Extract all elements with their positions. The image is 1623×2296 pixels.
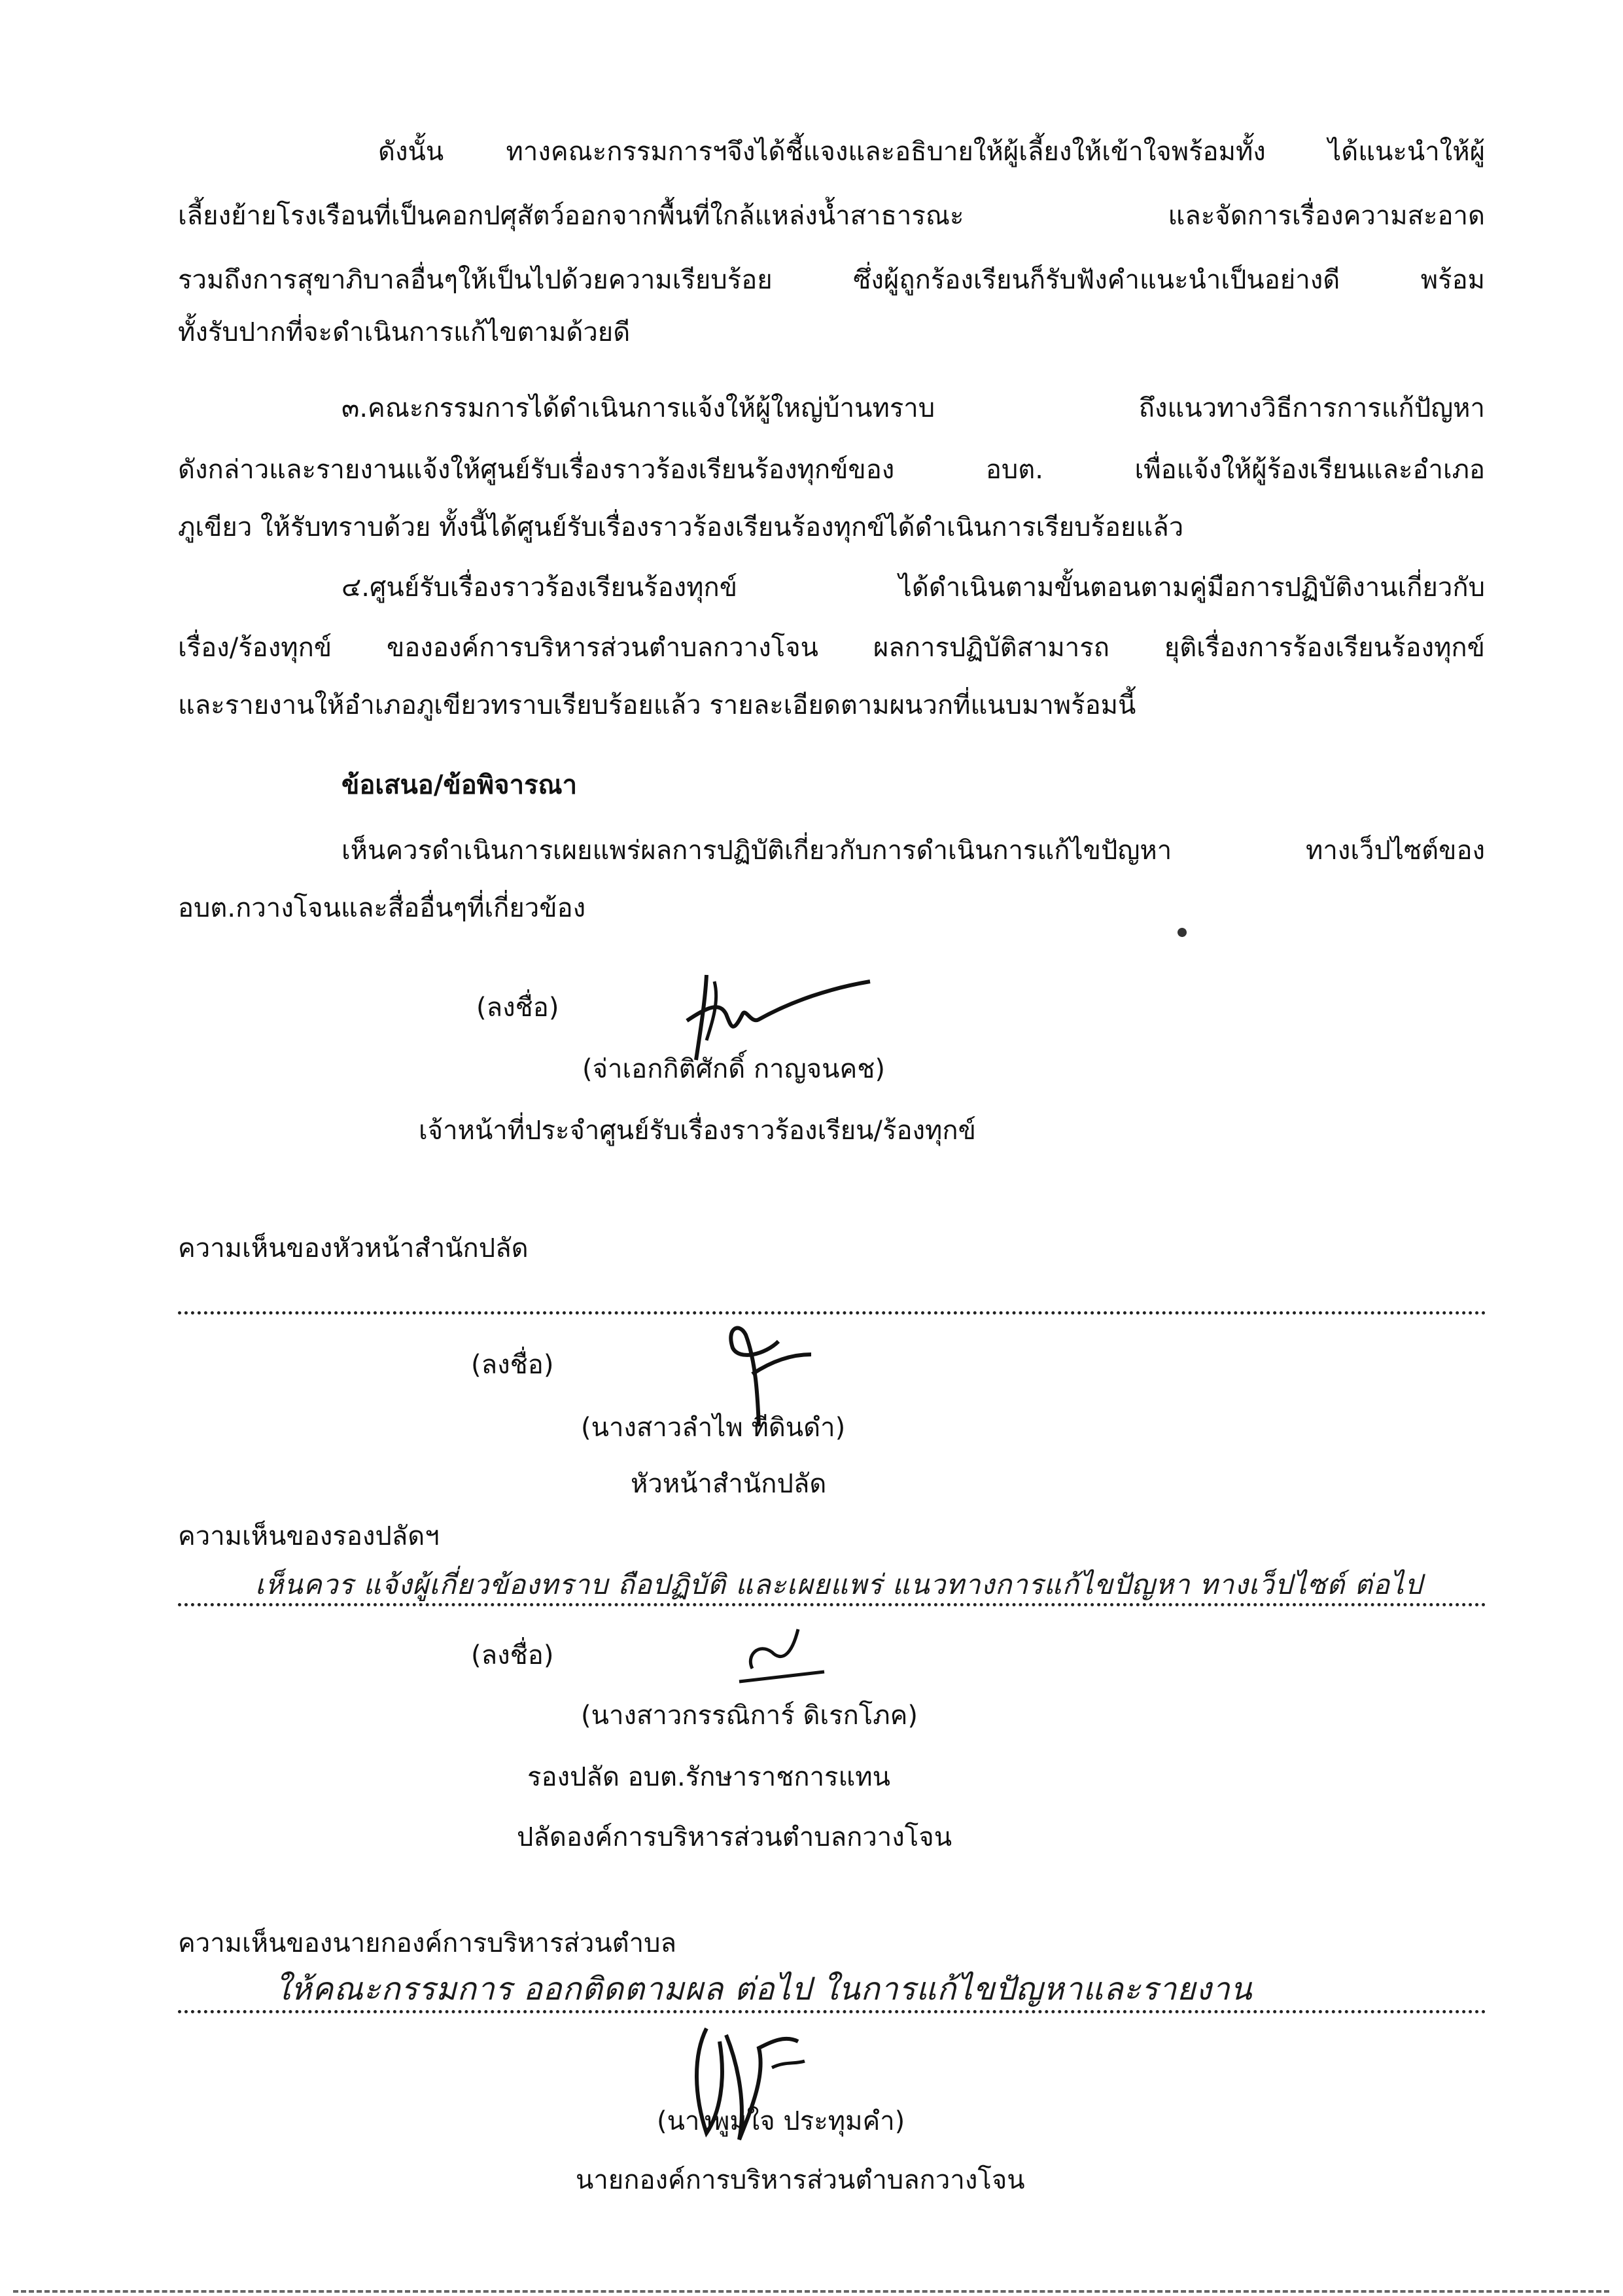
proposal-heading: ข้อเสนอ/ข้อพิจารณา (341, 770, 578, 800)
scan-speck (1176, 926, 1188, 938)
mayor-position: นายกองค์การบริหารส่วนตำบลกวางโจน (576, 2165, 1025, 2195)
head-office-position: หัวหน้าสำนักปลัด (631, 1469, 827, 1499)
p3-line-1: ๓.คณะกรรมการได้ดำเนินการแจ้งให้ผู้ใหญ่บ้านทราบ ถึงแนวทางวิธีการการแก้ปัญหา (341, 393, 1485, 423)
deputy-label: ความเห็นของรองปลัดฯ (178, 1521, 440, 1551)
officer-name: (จ่าเอกกิติศักดิ์ กาญจนคช) (582, 1054, 885, 1084)
p3-line-3: ภูเขียว ให้รับทราบด้วย ทั้งนี้ได้ศูนย์รับเรื่องราวร้องเรียนร้องทุกข์ได้ดำเนินการเรียบร้อยแล้ว (178, 512, 1184, 542)
deputy-position-1: รองปลัด อบต.รักษาราชการแทน (527, 1762, 891, 1792)
p4-line-1: ๔.ศูนย์รับเรื่องราวร้องเรียนร้องทุกข์ ได้ดำเนินตามขั้นตอนตามคู่มือการปฏิบัติงานเกี่ยวกับ (341, 573, 1485, 603)
deputy-dotted-line (178, 1603, 1486, 1606)
officer-sign-label: (ลงชื่อ) (476, 993, 559, 1023)
page-bottom-edge (13, 2290, 1609, 2293)
deputy-sign-label: (ลงชื่อ) (471, 1640, 554, 1670)
p1-line-3: รวมถึงการสุขาภิบาลอื่นๆให้เป็นไปด้วยความเรียบร้อย ซึ่งผู้ถูกร้องเรียนก็รับฟังคำแนะนำเป็นอย่างดี พร้อม (178, 265, 1485, 295)
head-office-label: ความเห็นของหัวหน้าสำนักปลัด (178, 1233, 529, 1263)
proposal-line-2: อบต.กวางโจนและสื่ออื่นๆที่เกี่ยวข้อง (178, 893, 586, 923)
proposal-line-1: เห็นควรดำเนินการเผยแพร่ผลการปฏิบัติเกี่ยวกับการดำเนินการแก้ไขปัญหา ทางเว็ปไซต์ของ (341, 836, 1485, 866)
deputy-signature (726, 1616, 831, 1688)
officer-position: เจ้าหน้าที่ประจำศูนย์รับเรื่องราวร้องเรียน/ร้องทุกข์ (419, 1116, 976, 1146)
p1-line-1: ดังนั้น ทางคณะกรรมการฯจึงได้ชี้แจงและอธิบายให้ผู้เลี้ยงให้เข้าใจพร้อมทั้ง ได้แนะนำให้ผู้ (378, 137, 1485, 167)
p4-line-2: เรื่อง/ร้องทุกข์ ขององค์การบริหารส่วนตำบลกวางโจน ผลการปฏิบัติสามารถ ยุติเรื่องการร้องเรียนร้องทุกข์ (178, 633, 1485, 663)
p1-line-4: ทั้งรับปากที่จะดำเนินการแก้ไขตามด้วยดี (178, 317, 631, 347)
p4-line-3: และรายงานให้อำเภอภูเขียวทราบเรียบร้อยแล้ว รายละเอียดตามผนวกที่แนบมาพร้อมนี้ (178, 690, 1136, 720)
mayor-dotted-line (178, 2010, 1486, 2013)
head-office-name: (นางสาวลำไพ ทีดินดำ) (581, 1413, 846, 1443)
mayor-name: (นางพูมใจ ประทุมคำ) (657, 2106, 905, 2136)
head-office-sign-label: (ลงชื่อ) (471, 1350, 554, 1380)
p3-line-2: ดังกล่าวและรายงานแจ้งให้ศูนย์รับเรื่องราวร้องเรียนร้องทุกข์ของ อบต. เพื่อแจ้งให้ผู้ร้องเรียนและอำเภอ (178, 455, 1485, 485)
mayor-handwritten-comment: ให้คณะกรรมการ ออกติดตามผล ต่อไป ในการแก้ไขปัญหาและรายงาน (275, 1971, 1253, 2007)
mayor-label: ความเห็นของนายกองค์การบริหารส่วนตำบล (178, 1928, 677, 1958)
deputy-handwritten-comment: เห็นควร แจ้งผู้เกี่ยวข้องทราบ ถือปฏิบัติ และเผยแพร่ แนวทางการแก้ไขปัญหา ทางเว็ปไซต์ ต่อไป (255, 1568, 1423, 1600)
deputy-name: (นางสาวกรรณิการ์ ดิเรกโภค) (581, 1701, 918, 1731)
deputy-position-2: ปลัดองค์การบริหารส่วนตำบลกวางโจน (517, 1822, 952, 1852)
head-office-dotted-line (178, 1311, 1486, 1315)
p1-line-2: เลี้ยงย้ายโรงเรือนที่เป็นคอกปศุสัตว์ออกจากพื้นที่ใกล้แหล่งน้ำสาธารณะ และจัดการเรื่องความสะอาด (178, 201, 1485, 231)
